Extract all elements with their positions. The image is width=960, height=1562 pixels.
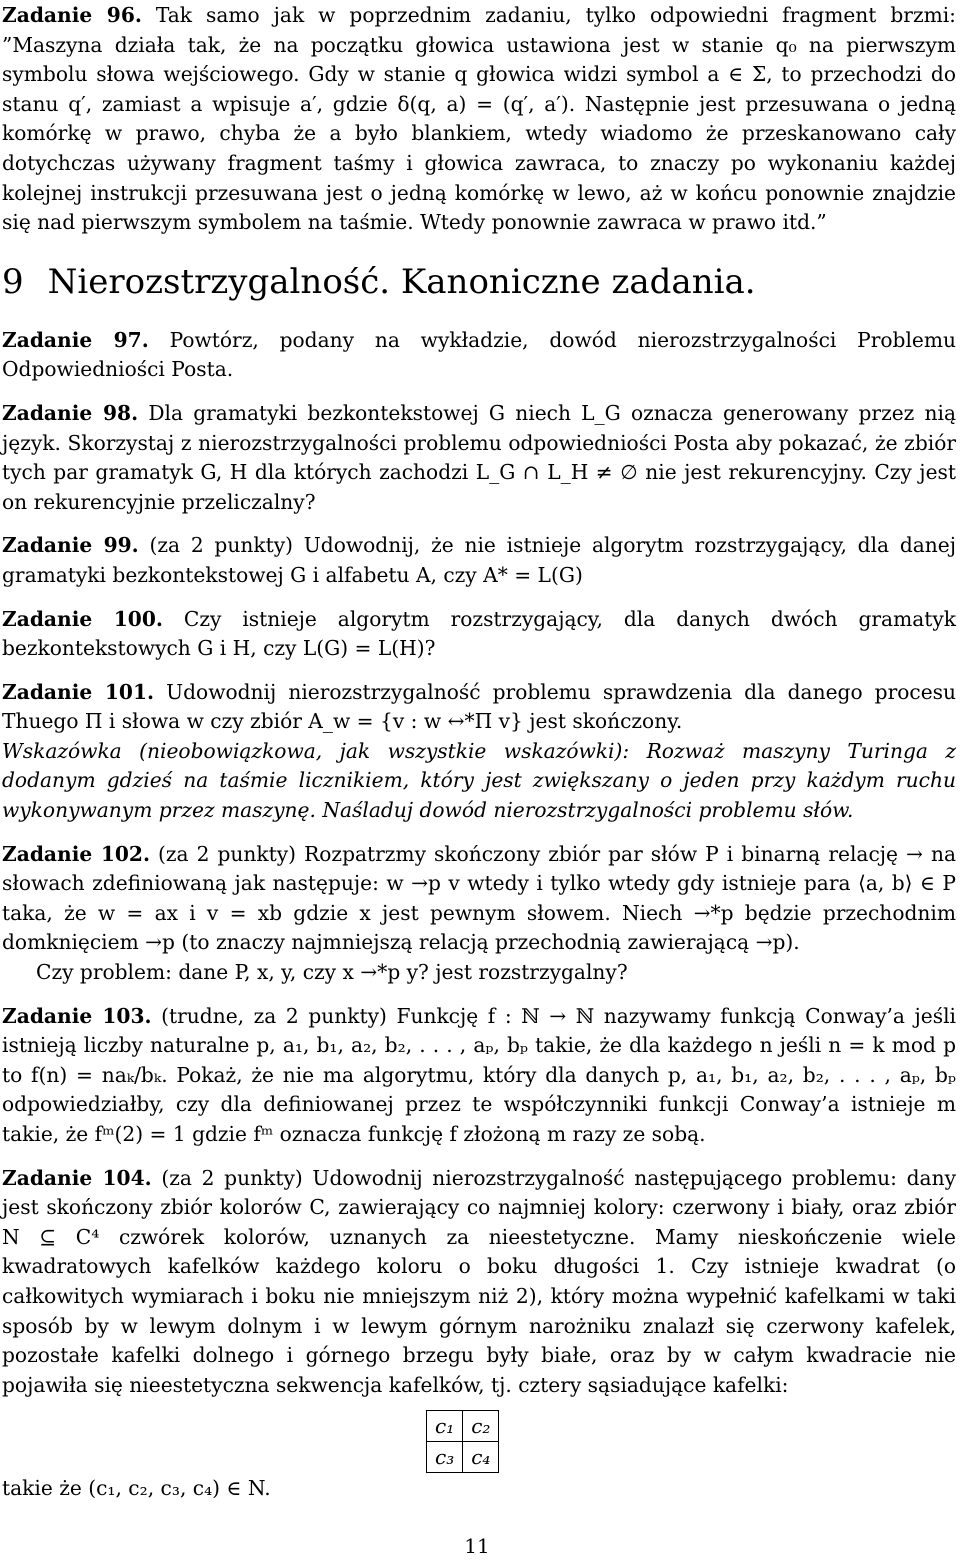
exercise-104 <box>2 1164 956 1401</box>
hint-text: Wskazówka (nieobowiązkowa, jak wszystkie wskazówki): Rozważ maszyny Turinga z dodanym gdzieś na taśmie licznikiem, który jest zwiększany o jeden przy każdym ruchu wykonywanym przez maszynę. Naśladuj dowód nierozstrzygalności problemu słów. <box>2 738 956 823</box>
question-text: Czy problem: dane P, x, y, czy x →*p y? jest rozstrzygalny? <box>36 960 628 985</box>
exercise-text: Powtórz, podany na wykładzie, dowód nierozstrzygalności Problemu Odpowiedniości Posta. <box>2 327 957 382</box>
section-title: Nierozstrzygalność. Kanoniczne zadania. <box>47 261 756 302</box>
exercise-text: Czy istnieje algorytm rozstrzygający, dla danych dwóch gramatyk bezkontekstowych G i H, czy L(G) = L(H)? <box>2 606 956 661</box>
exercise-heading: Zadanie 104. <box>2 1165 152 1190</box>
exercise-text: Udowodnij nierozstrzygalność problemu sprawdzenia dla danego procesu Thuego Π i słowa w czy zbiór A_w = {v : w ↔*Π v} jest skończony. <box>2 679 957 734</box>
closing-text: takie że (c₁, c₂, c₃, c₄) ∈ N. <box>2 1476 271 1501</box>
tile-grid <box>426 1410 499 1473</box>
tile-cell: c₁ <box>427 1411 463 1442</box>
exercise-100 <box>2 605 956 664</box>
exercise-heading: Zadanie 101. <box>2 679 155 704</box>
exercise-heading: Zadanie 102. <box>2 841 151 866</box>
tile-cell: c₂ <box>463 1411 499 1442</box>
exercise-96 <box>2 1 956 238</box>
exercise-heading: Zadanie 97. <box>2 327 149 352</box>
exercise-text: (za 2 punkty) Rozpatrzmy skończony zbiór par słów P i binarną relację → na słowach zdefiniowaną jak następuje: w →p v wtedy i tylko wtedy gdy istnieje para ⟨a, b⟩ ∈ P taka, że w = ax i v = xb gdzie x jest pewnym słowem. Niech →*p będzie przechodnim domknięciem →p (to znaczy najmniejszą relacją przechodnią zawierającą →p). <box>2 841 956 955</box>
exercise-heading: Zadanie 103. <box>2 1003 152 1028</box>
exercise-heading: Zadanie 100. <box>2 606 163 631</box>
section-heading <box>2 262 956 302</box>
page-number: 11 <box>464 1534 490 1558</box>
exercise-99 <box>2 531 956 590</box>
exercise-98 <box>2 399 956 517</box>
exercise-text: Tak samo jak w poprzednim zadaniu, tylko odpowiedni fragment brzmi: ”Maszyna działa tak, że na początku głowica ustawiona jest w stanie q₀ na pierwszym symbolu słowa wejściowego. Gdy w stanie q głowica widzi symbol a ∈ Σ, to przechodzi do stanu q′, zamiast a wpisuje a′, gdzie δ(q, a) = (q′, a′). Następnie jest przesuwana o jedną komórkę w prawo, chyba że a było blankiem, wtedy wiadomo że przeskanowano cały dotychczas używany fragment taśmy i głowica zawraca, to znaczy po wykonaniu każdej kolejnej instrukcji przesuwana jest o jedną komórkę w lewo, aż w końcu ponownie znajdzie się nad pierwszym symbolem na taśmie. Wtedy ponownie zawraca w prawo itd.” <box>2 3 956 235</box>
exercise-97 <box>2 326 956 385</box>
tile-figure <box>2 1410 956 1506</box>
exercise-heading: Zadanie 99. <box>2 533 139 558</box>
exercise-heading: Zadanie 96. <box>2 3 142 27</box>
exercise-text: (za 2 punkty) Udowodnij nierozstrzygalność następującego problemu: dany jest skończony zbiór kolorów C, zawierający co najmniej kolory: czerwony i biały, oraz zbiór N ⊆ C⁴ czwórek kolorów, uznanych za nieestetyczne. Mamy nieskończenie wiele kwadratowych kafelków każdego koloru o boku długości 1. Czy istnieje kwadrat (o całkowitych wymiarach i boku nie mniejszym niż 2), który można wypełnić kafelkami w taki sposób by w lewym dolnym i w lewym górnym narożniku znalazł się czerwony kafelek, pozostałe kafelki dolnego i górnego brzegu były białe, oraz by w całym kwadracie nie pojawiła się nieestetyczna sekwencja kafelków, tj. cztery sąsiadujące kafelki: <box>2 1165 956 1397</box>
exercise-102 <box>2 840 956 958</box>
section-number: 9 <box>2 261 24 302</box>
exercise-text: Dla gramatyki bezkontekstowej G niech L_G oznacza generowany przez nią język. Skorzystaj z nierozstrzygalności problemu odpowiedniości Posta aby pokazać, że zbiór tych par gramatyk G, H dla których zachodzi L_G ∩ L_H ≠ ∅ nie jest rekurencyjny. Czy jest on rekurencyjnie przeliczalny? <box>2 400 956 514</box>
exercise-text: (za 2 punkty) Udowodnij, że nie istnieje algorytm rozstrzygający, dla danej gramatyki bezkontekstowej G i alfabetu A, czy A* = L(G) <box>2 533 957 587</box>
exercise-101 <box>2 678 956 737</box>
document-page <box>2 2 956 1506</box>
exercise-heading: Zadanie 98. <box>2 400 139 425</box>
exercise-103 <box>2 1002 956 1150</box>
exercise-question <box>2 958 956 988</box>
tile-cell: c₃ <box>427 1442 463 1473</box>
exercise-text: (trudne, za 2 punkty) Funkcję f : ℕ → ℕ nazywamy funkcją Conway’a jeśli istnieją liczby naturalne p, a₁, b₁, a₂, b₂, . . . , aₚ, bₚ takie, że dla każdego n jeśli n = k mod p to f(n) = naₖ/bₖ. Pokaż, że nie ma algorytmu, który dla danych p, a₁, b₁, a₂, b₂, . . . , aₚ, bₚ odpowiedziałby, czy dla definiowanej przez te współczynniki funkcji Conway’a istnieje m takie, że fᵐ(2) = 1 gdzie fᵐ oznacza funkcję f złożoną m razy ze sobą. <box>2 1003 956 1146</box>
tile-cell: c₄ <box>463 1442 499 1473</box>
exercise-hint <box>2 737 956 826</box>
